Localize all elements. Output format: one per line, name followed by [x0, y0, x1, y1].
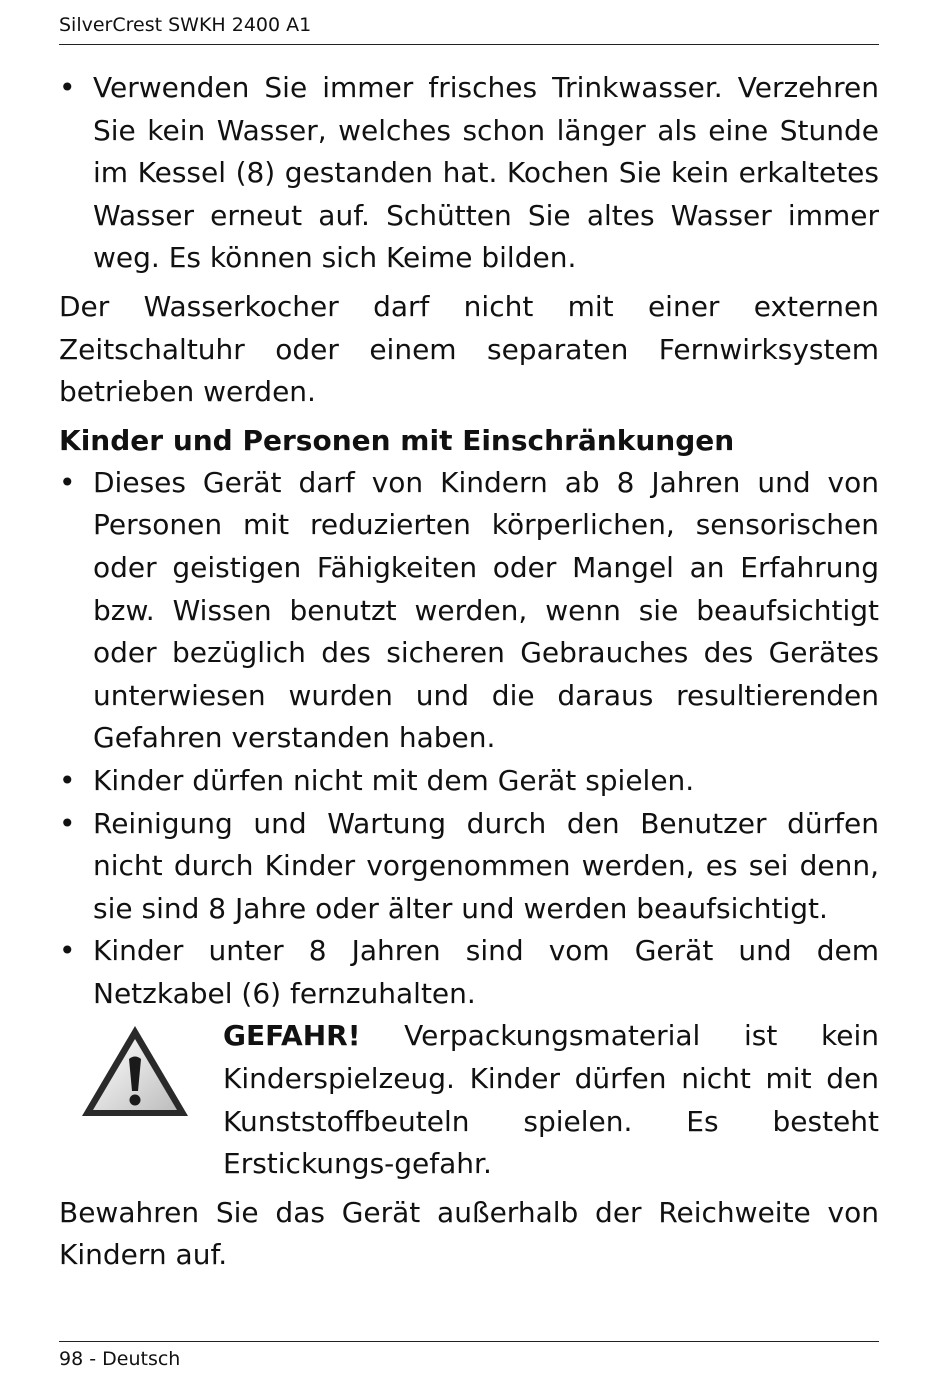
bullet-text: Kinder unter 8 Jahren sind vom Gerät und dem Netzkabel (6) fernzuhalten.: [93, 934, 879, 1010]
list-item: [59, 462, 879, 760]
bullet-text: Reinigung und Wartung durch den Benutzer dürfen nicht durch Kinder vorgenommen werden, es sei denn, sie sind 8 Jahre oder älter und werden beaufsichtigt.: [93, 806, 879, 925]
bullet-icon: •: [59, 806, 76, 840]
bullet-icon: •: [59, 763, 76, 797]
danger-notice: [59, 1015, 879, 1185]
bullet-icon: •: [59, 71, 76, 104]
page-number: 98: [59, 1348, 84, 1370]
list-item: [59, 760, 879, 803]
danger-text: [223, 1015, 879, 1185]
list-item: [59, 930, 879, 1015]
header-rule: [59, 44, 879, 45]
bullet-text: Kinder dürfen nicht mit dem Gerät spielen.: [93, 763, 695, 797]
footer-separator: -: [89, 1348, 97, 1370]
timer-paragraph: Der Wasserkocher darf nicht mit einer externen Zeitschaltuhr oder einem separaten Fernwirksystem betrieben werden.: [59, 289, 879, 409]
danger-title: GEFAHR!: [223, 1019, 361, 1053]
page-body: [59, 67, 879, 1277]
header-title: SilverCrest SWKH 2400 A1: [59, 14, 312, 36]
warning-triangle-icon: [79, 1023, 191, 1119]
list-item: [59, 803, 879, 931]
footer-rule: [59, 1341, 879, 1342]
footer-language: Deutsch: [102, 1348, 181, 1370]
page-footer: [59, 1347, 180, 1371]
danger-body: Verpackungsmaterial ist kein Kinderspielzeug. Kinder dürfen nicht mit den Kunststoffbeuteln spielen. Es besteht Erstickungs-gefahr.: [223, 1019, 879, 1181]
section-heading: Kinder und Personen mit Einschränkungen: [59, 423, 735, 457]
list-item: [59, 67, 879, 280]
bullet-text: Dieses Gerät darf von Kindern ab 8 Jahren und von Personen mit reduzierten körperlichen, sensorischen oder geistigen Fähigkeiten oder Mangel an Erfahrung bzw. Wissen benutzt werden, wenn sie beaufsichtigt oder bezüglich des sicheren Gebrauches des Gerätes unterwiesen wurden und die daraus resultierenden Gefahren verstanden haben.: [93, 465, 879, 755]
running-header: [59, 12, 879, 38]
bullet-text: Verwenden Sie immer frisches Trinkwasser. Verzehren Sie kein Wasser, welches schon länger als eine Stunde im Kessel (8) gestanden hat. Kochen Sie kein erkaltetes Wasser erneut auf. Schütten Sie altes Wasser immer weg. Es können sich Keime bilden.: [93, 71, 879, 275]
bullet-icon: •: [59, 465, 76, 499]
closing-paragraph: Bewahren Sie das Gerät außerhalb der Reichweite von Kindern auf.: [59, 1195, 879, 1272]
bullet-icon: •: [59, 934, 76, 968]
